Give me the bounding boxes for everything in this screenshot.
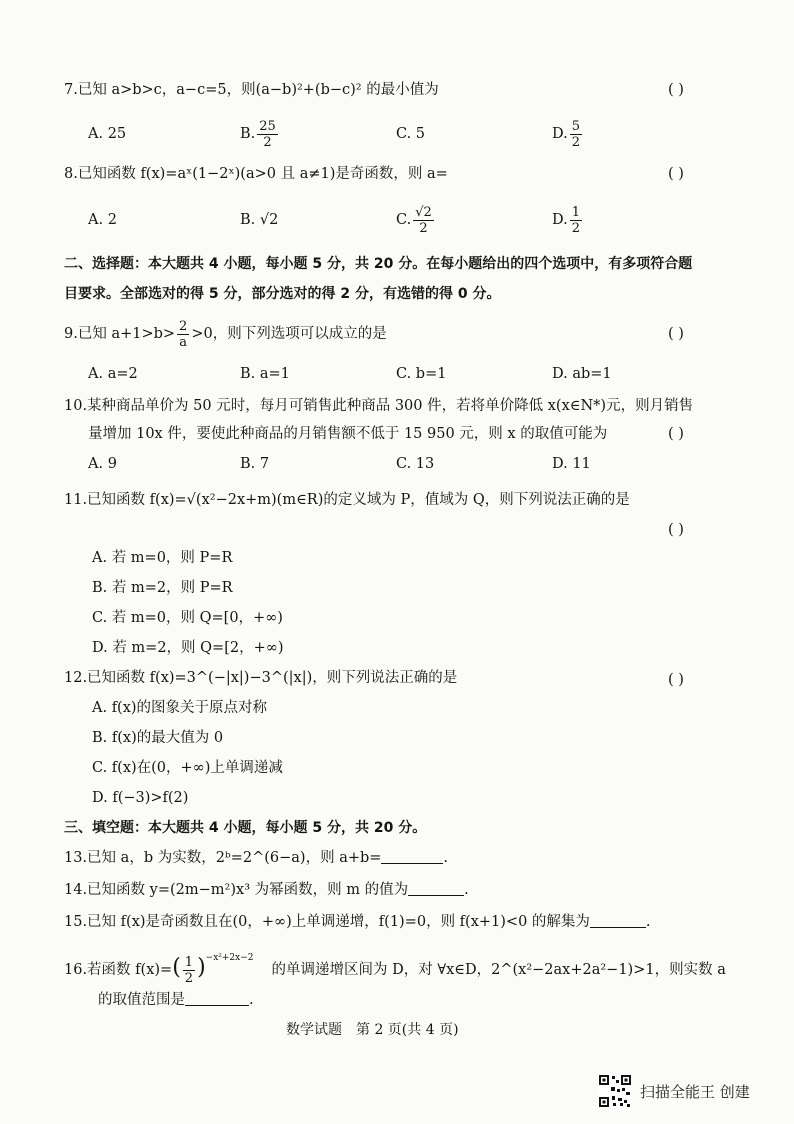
q9-answer-paren: ( ) [668, 326, 684, 342]
q8-stem: 8.已知函数 f(x)=aˣ(1−2ˣ)(a>0 且 a≠1)是奇函数，则 a= [64, 166, 448, 182]
q16-stem-line1: 16.若函数 f(x)=( $\frac{1}{2}$ )$^{-x^2+2x-2}$的单调递增区间为 D，对 ∀x∈D，2^(x²−2ax+2a²−1)>1，则实数 a [64, 953, 726, 986]
q12-stem: 12.已知函数 f(x)=3^(−|x|)−3^(|x|)，则下列说法正确的是 [64, 670, 458, 686]
denominator: 2 [571, 134, 580, 150]
numerator: 2 [179, 318, 188, 334]
denominator: 2 [571, 220, 580, 236]
q11-option-b: B. 若 m=2，则 P=R [92, 580, 233, 596]
answer-blank[interactable] [590, 913, 646, 928]
q9-stem [64, 316, 387, 352]
q10-option-c: C. 13 [396, 456, 435, 472]
q10-option-d: D. 11 [552, 456, 591, 472]
q8-option-d [552, 202, 584, 238]
q15-stem: 15.已知 f(x)是奇函数且在(0，+∞)上单调递增，f(1)=0，则 f(x+1)<0 的解集为 . [64, 914, 651, 930]
q12-option-c: C. f(x)在(0，+∞)上单调递减 [92, 760, 283, 776]
q9-option-c: C. b=1 [396, 366, 447, 382]
fraction [413, 205, 434, 236]
qr-code-icon [598, 1074, 632, 1108]
numerator: 1 [184, 954, 194, 970]
q8-answer-paren: ( ) [668, 166, 684, 182]
scanner-watermark-text: 扫描全能王 创建 [640, 1083, 750, 1101]
q12-option-d: D. f(−3)>f(2) [92, 790, 189, 806]
section2-instructions-line1: 二、选择题：本大题共 4 小题，每小题 5 分，共 20 分。在每小题给出的四个选项中，有多项符合题 [64, 256, 693, 272]
option-label: B. [240, 126, 256, 142]
q16-text: 的取值范围是 [98, 992, 185, 1008]
q13-stem: 13.已知 a，b 为实数，2ᵇ=2^(6−a)，则 a+b= . [64, 850, 449, 866]
q7-answer-paren: ( ) [668, 82, 684, 98]
numerator: 1 [571, 204, 580, 220]
q11-option-c: C. 若 m=0，则 Q=[0，+∞) [92, 610, 283, 626]
option-label: C. [396, 212, 412, 228]
answer-blank[interactable] [381, 849, 443, 864]
q11-answer-paren: ( ) [668, 522, 684, 538]
q9-option-b: B. a=1 [240, 366, 290, 382]
option-label: D. [552, 212, 568, 228]
fraction [570, 119, 582, 150]
numerator: 25 [259, 118, 276, 134]
stem-part: >0，则下列选项可以成立的是 [191, 326, 387, 342]
q15-text: 15.已知 f(x)是奇函数且在(0，+∞)上单调递增，f(1)=0，则 f(x+1)<0 的解集为 [64, 914, 590, 930]
q14-text: 14.已知函数 y=(2m−m²)x³ 为幂函数，则 m 的值为 [64, 882, 409, 898]
stem-part: 9.已知 a+1>b> [64, 326, 176, 342]
page-footer: 数学试题 第 2 页(共 4 页) [286, 1022, 459, 1038]
q8-option-a: A. 2 [88, 212, 117, 228]
q9-option-d: D. ab=1 [552, 366, 612, 382]
q10-answer-paren: ( ) [668, 426, 684, 442]
numerator: 5 [571, 118, 580, 134]
q10-stem-line1: 10.某种商品单价为 50 元时，每月可销售此种商品 300 件，若将单价降低 x(x∈N*)元，则月销售 [64, 398, 694, 414]
q12-option-b: B. f(x)的最大值为 0 [92, 730, 224, 746]
q9-option-a: A. a=2 [88, 366, 138, 382]
answer-blank[interactable] [185, 991, 249, 1006]
answer-blank[interactable] [408, 881, 464, 896]
q8-option-b: B. √2 [240, 212, 279, 228]
q16-text: 16.若函数 f(x)= [64, 962, 173, 978]
numerator: √2 [415, 204, 432, 220]
section3-instructions: 三、填空题：本大题共 4 小题，每小题 5 分，共 20 分。 [64, 820, 427, 836]
q10-stem-line2: 量增加 10x 件，要使此种商品的月销售额不低于 15 950 元，则 x 的取值可能为 [88, 426, 608, 442]
denominator: 2 [263, 134, 272, 150]
q10-option-a: A. 9 [88, 456, 117, 472]
q7-option-d [552, 116, 584, 152]
denominator: 2 [419, 220, 428, 236]
q7-stem: 7.已知 a>b>c，a−c=5，则(a−b)²+(b−c)² 的最小值为 [64, 82, 439, 98]
q16-stem-line2: 的取值范围是 . [98, 992, 254, 1008]
fraction [183, 955, 195, 986]
section2-instructions-line2: 目要求。全部选对的得 5 分，部分选对的得 2 分，有选错的得 0 分。 [64, 286, 501, 302]
option-label: D. [552, 126, 568, 142]
q7-option-b [240, 116, 280, 152]
q12-answer-paren: ( ) [668, 672, 684, 688]
denominator: 2 [184, 970, 194, 986]
fraction [177, 319, 189, 350]
q7-option-a: A. 25 [88, 126, 127, 142]
denominator: a [179, 334, 188, 350]
q7-option-c: C. 5 [396, 126, 426, 142]
q14-stem: 14.已知函数 y=(2m−m²)x³ 为幂函数，则 m 的值为 . [64, 882, 469, 898]
q16-text: 的单调递增区间为 D，对 ∀x∈D，2^(x²−2ax+2a²−1)>1，则实数 a [271, 962, 726, 978]
q8-option-c [396, 202, 436, 238]
q11-option-d: D. 若 m=2，则 Q=[2，+∞) [92, 640, 284, 656]
exponent: −x²+2x−2 [205, 953, 254, 963]
q11-stem: 11.已知函数 f(x)=√(x²−2x+m)(m∈R)的定义域为 P，值域为 Q，则下列说法正确的是 [64, 492, 630, 508]
q13-text: 13.已知 a，b 为实数，2ᵇ=2^(6−a)，则 a+b= [64, 850, 382, 866]
q11-option-a: A. 若 m=0，则 P=R [92, 550, 233, 566]
fraction [570, 205, 582, 236]
fraction [257, 119, 278, 150]
q12-option-a: A. f(x)的图象关于原点对称 [92, 700, 268, 716]
q10-option-b: B. 7 [240, 456, 270, 472]
